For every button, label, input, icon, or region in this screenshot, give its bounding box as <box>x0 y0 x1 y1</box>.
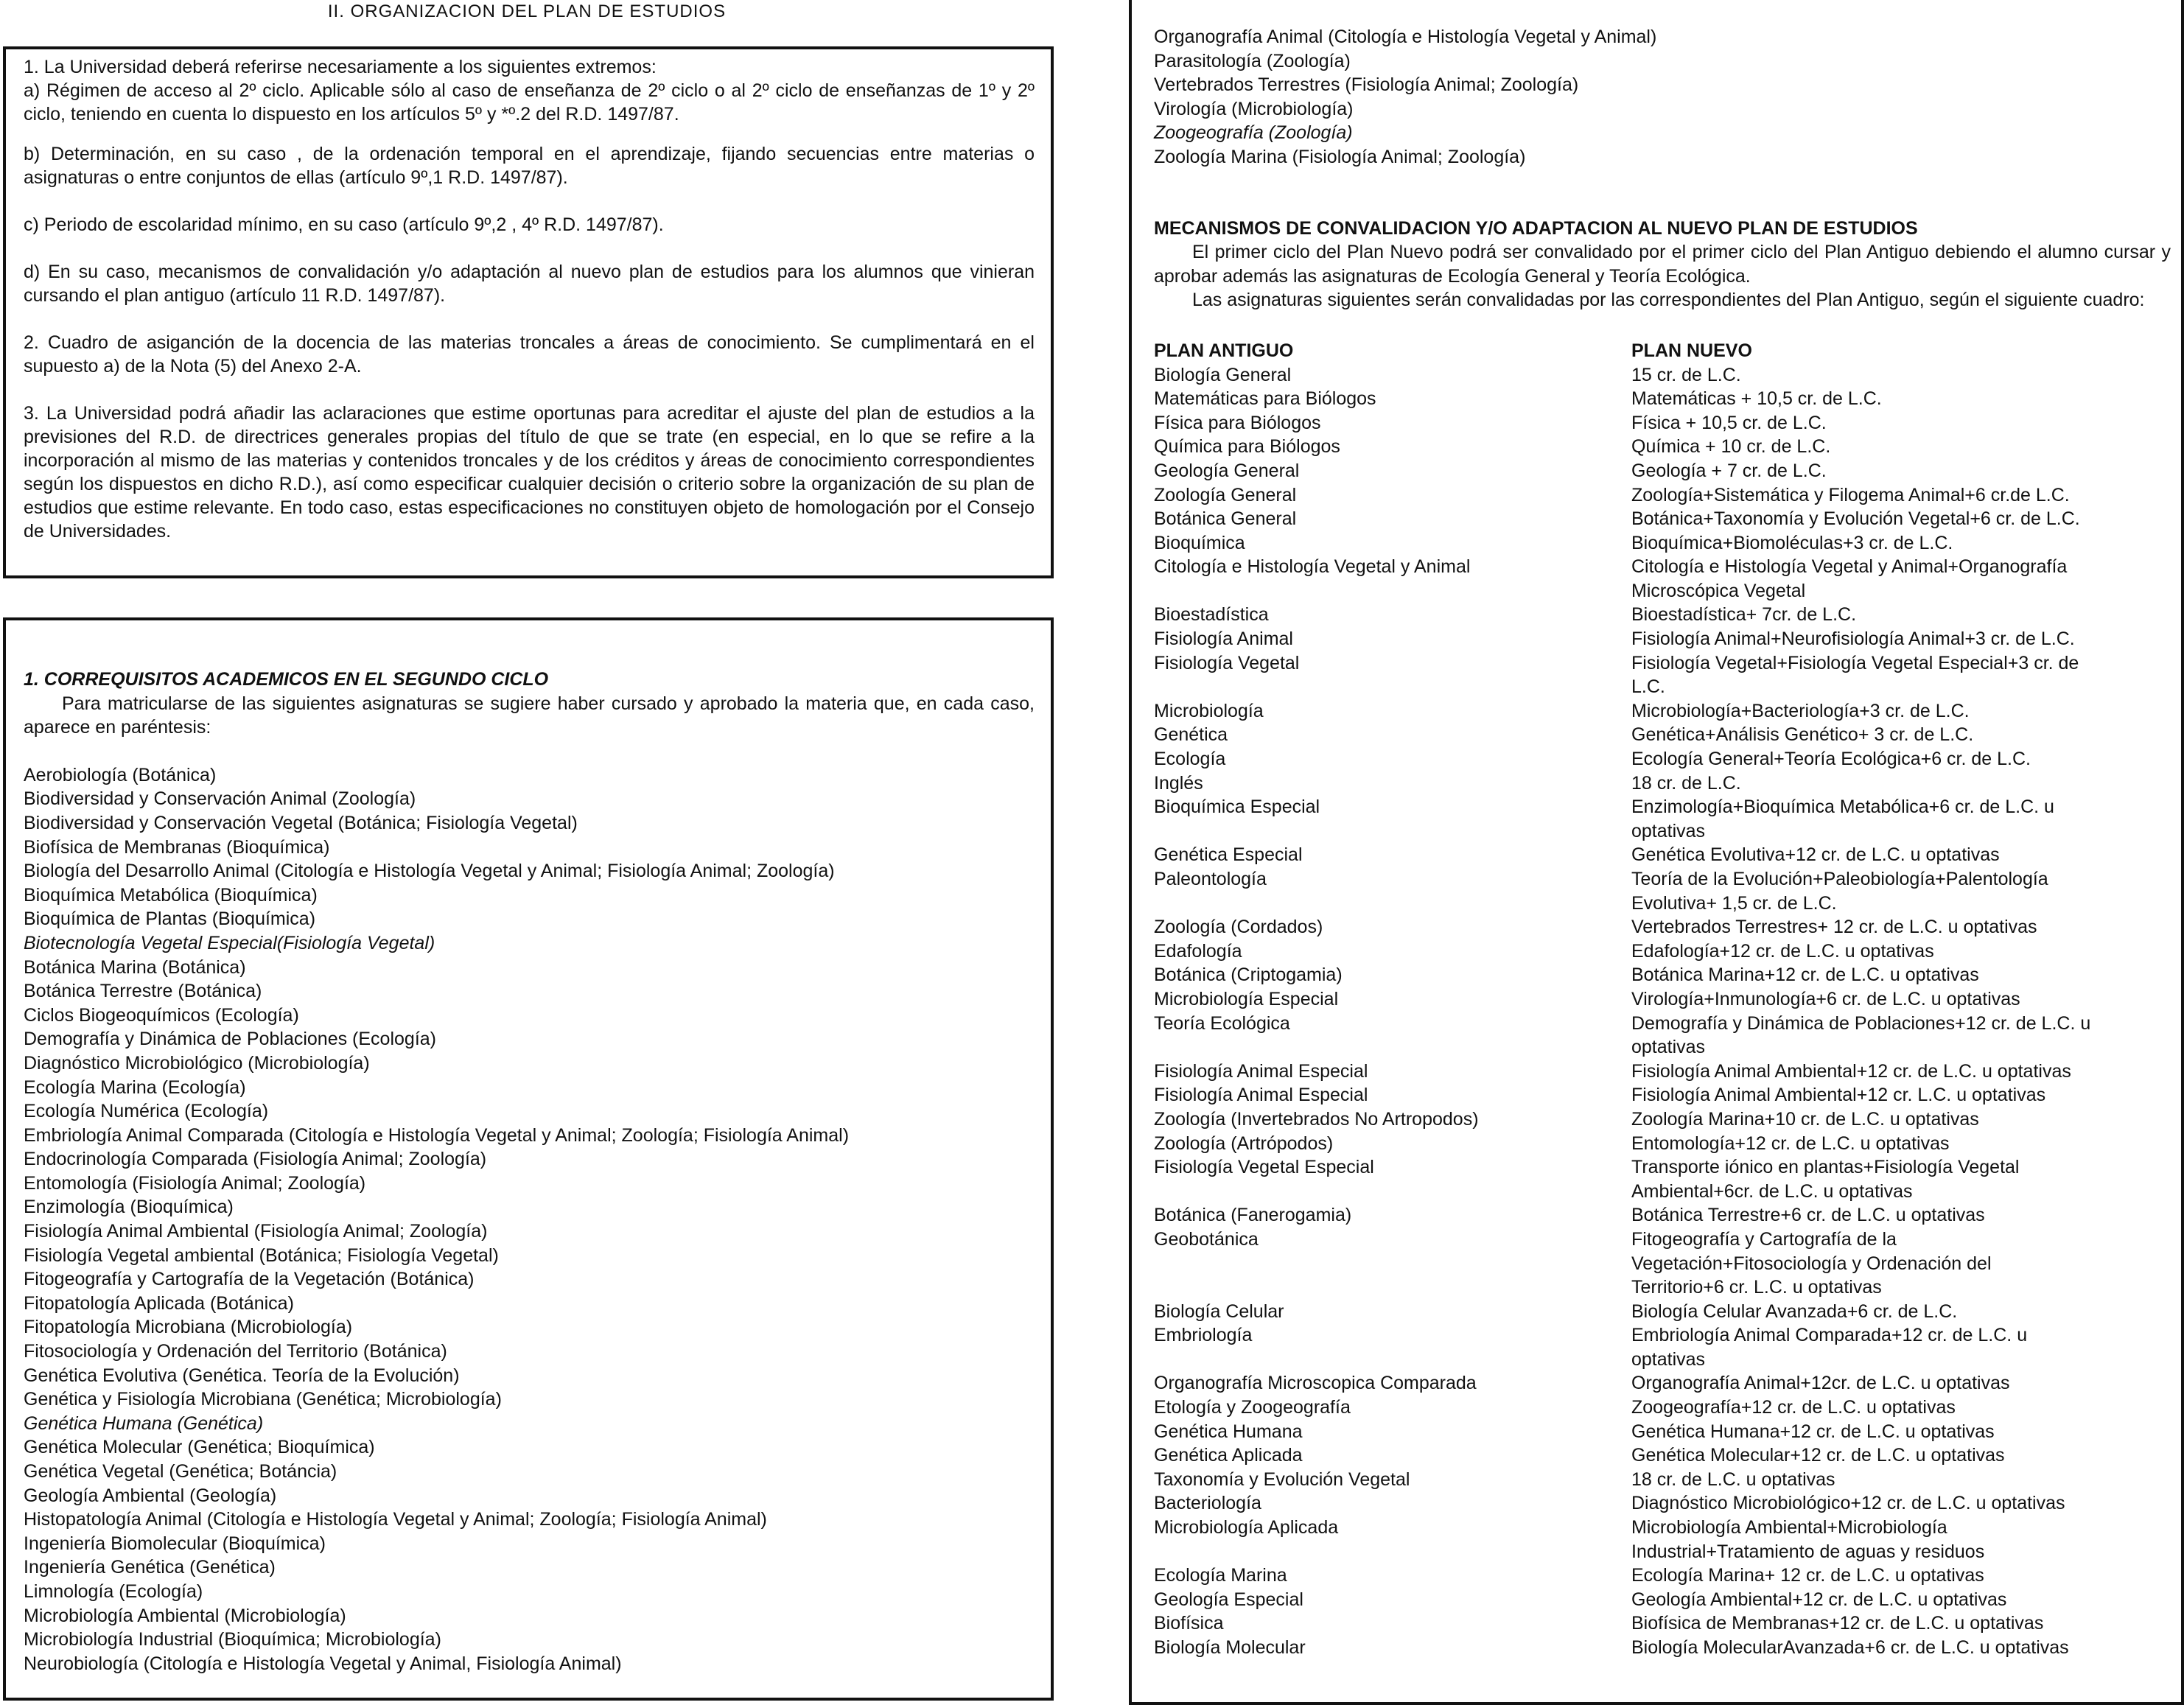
convalidation-table <box>1154 363 2171 1660</box>
plan-antiguo-cell: Botánica (Fanerogamia) <box>1154 1205 1352 1226</box>
plan-nuevo-cell: Virología+Inmunología+6 cr. de L.C. u optativas <box>1631 988 2020 1009</box>
plan-antiguo-cell: Etología y Zoogeografía <box>1154 1397 1351 1418</box>
table-row <box>1154 795 2171 843</box>
plan-nuevo-header: PLAN NUEVO <box>1631 340 1752 361</box>
plan-antiguo-cell: Fisiología Vegetal Especial <box>1154 1157 1374 1178</box>
plan-antiguo-cell: Bioquímica Especial <box>1154 797 1320 818</box>
plan-antiguo-cell: Taxonomía y Evolución Vegetal <box>1154 1468 1410 1490</box>
table-row <box>1154 1611 2171 1636</box>
plan-nuevo-cell: Zoología Marina+10 cr. de L.C. u optativas <box>1631 1108 1979 1130</box>
plan-nuevo-cell: Genética+Análisis Genético+ 3 cr. de L.C. <box>1631 724 1974 746</box>
plan-antiguo-cell: Física para Biólogos <box>1154 412 1321 433</box>
corequisite-item: Biología del Desarrollo Animal (Citología e Histología Vegetal y Animal; Fisiología Animal; Zoología) <box>24 861 835 882</box>
corequisite-item: Biodiversidad y Conservación Vegetal (Botánica; Fisiología Vegetal) <box>24 812 578 833</box>
mechanisms-paragraph-1: El primer ciclo del Plan Nuevo podrá ser convalidado por el primer ciclo del Plan Antiguo debiendo el alumno cursar y aprobar además las asignaturas de Ecología General y Teoría Ecológica. <box>1154 242 2171 287</box>
table-row <box>1154 1420 2171 1444</box>
corequisite-item: Genética y Fisiología Microbiana (Genética; Microbiología) <box>24 1389 502 1410</box>
corequisite-item: Diagnóstico Microbiológico (Microbiología) <box>24 1052 370 1074</box>
plan-antiguo-cell: Fisiología Animal <box>1154 629 1293 650</box>
table-row <box>1154 1516 2171 1564</box>
plan-nuevo-cell: Microbiología+Bacteriología+3 cr. de L.C. <box>1631 700 1970 721</box>
table-row <box>1154 1203 2171 1228</box>
corequisite-item: Aerobiología (Botánica) <box>24 764 217 785</box>
table-row <box>1154 1155 2171 1203</box>
corequisite-item: Fitopatología Microbiana (Microbiología) <box>24 1317 353 1338</box>
corequisite-item: Ingeniería Genética (Genética) <box>24 1557 276 1578</box>
plan-nuevo-cell: Fisiología Vegetal+Fisiología Vegetal Especial+3 cr. de L.C. <box>1631 652 2079 698</box>
corequisite-item: Fisiología Vegetal ambiental (Botánica; Fisiología Vegetal) <box>24 1244 499 1266</box>
corequisite-item: Endocrinología Comparada (Fisiología Animal; Zoología) <box>24 1149 487 1170</box>
table-row <box>1154 627 2171 651</box>
plan-nuevo-cell: Fisiología Animal Ambiental+12 cr. de L.C. u optativas <box>1631 1060 2071 1082</box>
org-paragraph-4: d) En su caso, mecanismos de convalidación y/o adaptación al nuevo plan de estudios para los alumnos que vinieran cursando el plan antiguo (artículo 11 R.D. 1497/87). <box>24 262 1035 306</box>
org-paragraph-2: b) Determinación, en su caso , de la ordenación temporal en el aprendizaje, fijando secuencias entre materias o asignaturas o entre conjuntos de ellas (artículo 9º,1 R.D. 1497/87). <box>24 144 1035 188</box>
plan-antiguo-cell: Microbiología Aplicada <box>1154 1517 1339 1538</box>
corequisites-list <box>24 763 1035 1676</box>
corequisite-item: Bioquímica de Plantas (Bioquímica) <box>24 908 316 930</box>
table-row <box>1154 363 2171 388</box>
plan-antiguo-cell: Geología Especial <box>1154 1589 1303 1610</box>
plan-antiguo-cell: Geobotánica <box>1154 1228 1259 1250</box>
plan-antiguo-cell: Microbiología <box>1154 700 1264 721</box>
corequisite-item: Biofísica de Membranas (Bioquímica) <box>24 836 330 858</box>
org-paragraph-6: 3. La Universidad podrá añadir las aclaraciones que estime oportunas para acreditar el ajuste del plan de estudios a la previsiones del R.D. de directrices generales propias del título de que se trate (en especial, en lo que se refire a la incorporación al mismo de las materias y contenidos troncales y de los créditos y áreas de conocimiento correspondientes según los dispuestos en dicho R.D.), así como especificar cualquier decisión o criterio sobre la organización de su plan de estudios que estime relevante. En todo caso, estas especificaciones no constituyen objeto de homologación por el Consejo de Universidades. <box>24 403 1035 542</box>
plan-nuevo-cell: Química + 10 cr. de L.C. <box>1631 436 1831 458</box>
table-row <box>1154 1468 2171 1492</box>
plan-antiguo-cell: Botánica (Criptogamia) <box>1154 964 1343 986</box>
plan-nuevo-cell: 15 cr. de L.C. <box>1631 364 1741 385</box>
table-row <box>1154 1636 2171 1660</box>
plan-nuevo-cell: Bioestadística+ 7cr. de L.C. <box>1631 604 1857 626</box>
table-row <box>1154 1060 2171 1084</box>
corequisites-continued-list <box>1154 25 2171 169</box>
corequisite-item: Botánica Marina (Botánica) <box>24 956 246 978</box>
plan-antiguo-cell: Edafología <box>1154 940 1242 962</box>
table-row <box>1154 1443 2171 1468</box>
table-row <box>1154 723 2171 747</box>
plan-nuevo-cell: Edafología+12 cr. de L.C. u optativas <box>1631 940 1934 962</box>
org-paragraph-3: c) Periodo de escolaridad mínimo, en su caso (artículo 9º,2 , 4º R.D. 1497/87). <box>24 214 664 235</box>
plan-antiguo-cell: Biología Molecular <box>1154 1637 1306 1658</box>
table-row <box>1154 1132 2171 1156</box>
corequisites-title: 1. CORREQUISITOS ACADEMICOS EN EL SEGUNDO CICLO <box>24 669 549 690</box>
corequisite-item: Ecología Numérica (Ecología) <box>24 1101 269 1122</box>
plan-nuevo-cell: Organografía Animal+12cr. de L.C. u optativas <box>1631 1373 2010 1394</box>
plan-nuevo-cell: Genética Molecular+12 cr. de L.C. u optativas <box>1631 1445 2005 1466</box>
plan-nuevo-cell: Transporte iónico en plantas+Fisiología Vegetal Ambiental+6cr. de L.C. u optativas <box>1631 1157 2020 1202</box>
table-row <box>1154 1228 2171 1300</box>
plan-nuevo-cell: Entomología+12 cr. de L.C. u optativas <box>1631 1132 1950 1154</box>
table-row <box>1154 1371 2171 1396</box>
table-row <box>1154 843 2171 867</box>
plan-antiguo-cell: Fisiología Animal Especial <box>1154 1085 1368 1106</box>
plan-antiguo-cell: Microbiología Especial <box>1154 988 1339 1009</box>
table-row <box>1154 1107 2171 1132</box>
plan-nuevo-cell: Botánica+Taxonomía y Evolución Vegetal+6 cr. de L.C. <box>1631 508 2080 530</box>
corequisite-item: Biodiversidad y Conservación Animal (Zoología) <box>24 788 416 810</box>
table-row <box>1154 939 2171 964</box>
corequisite-item: Entomología (Fisiología Animal; Zoología) <box>24 1172 366 1194</box>
corequisite-item: Vertebrados Terrestres (Fisiología Animal; Zoología) <box>1154 74 1579 96</box>
plan-nuevo-cell: Fisiología Animal+Neurofisiología Animal+3 cr. de L.C. <box>1631 629 2075 650</box>
plan-antiguo-cell: Bioquímica <box>1154 532 1245 553</box>
table-row <box>1154 459 2171 483</box>
table-row <box>1154 1491 2171 1516</box>
plan-antiguo-cell: Teoría Ecológica <box>1154 1012 1290 1034</box>
org-paragraph-5: 2. Cuadro de asiganción de la docencia de las materias troncales a áreas de conocimiento. Se cumplimentará en el supuesto a) de la Nota (5) del Anexo 2-A. <box>24 332 1035 377</box>
corequisite-item: Genética Vegetal (Genética; Botáncia) <box>24 1461 337 1482</box>
plan-antiguo-cell: Botánica General <box>1154 508 1297 530</box>
table-row <box>1154 507 2171 531</box>
corequisite-item: Virología (Microbiología) <box>1154 98 1354 119</box>
corequisite-item: Genética Evolutiva (Genética. Teoría de la Evolución) <box>24 1365 460 1386</box>
plan-antiguo-cell: Paleontología <box>1154 869 1267 889</box>
plan-nuevo-cell: Ecología Marina+ 12 cr. de L.C. u optativas <box>1631 1565 1984 1586</box>
table-row <box>1154 531 2171 556</box>
plan-antiguo-cell: Zoología (Cordados) <box>1154 917 1323 938</box>
table-row <box>1154 915 2171 939</box>
plan-nuevo-cell: Genética Evolutiva+12 cr. de L.C. u optativas <box>1631 844 2000 866</box>
corequisite-item: Fitopatología Aplicada (Botánica) <box>24 1292 294 1314</box>
plan-nuevo-cell: Bioquímica+Biomoléculas+3 cr. de L.C. <box>1631 532 1953 553</box>
plan-antiguo-cell: Embriología <box>1154 1325 1253 1346</box>
corequisite-item: Microbiología Ambiental (Microbiología) <box>24 1605 346 1626</box>
table-row <box>1154 1083 2171 1107</box>
plan-antiguo-cell: Zoología (Invertebrados No Artropodos) <box>1154 1108 1479 1130</box>
corequisites-box <box>3 617 1054 1701</box>
plan-antiguo-header: PLAN ANTIGUO <box>1154 340 1294 361</box>
table-row <box>1154 651 2171 699</box>
corequisite-item: Organografía Animal (Citología e Histología Vegetal y Animal) <box>1154 27 1657 47</box>
org-paragraph-1: 1. La Universidad deberá referirse necesariamente a los siguientes extremos: a) Régimen de acceso al 2º ciclo. Aplicable sólo al caso de enseñanza de 2º ciclo o al 2º ciclo de enseñanzas de 1º y 2º ciclo, teniendo en cuenta lo dispuesto en los artículos 5º y *º.2 del R.D. 1497/87. <box>24 57 1035 125</box>
plan-antiguo-cell: Fisiología Animal Especial <box>1154 1060 1368 1082</box>
plan-antiguo-cell: Biología General <box>1154 364 1292 385</box>
corequisite-item: Demografía y Dinámica de Poblaciones (Ecología) <box>24 1029 436 1050</box>
plan-nuevo-cell: Diagnóstico Microbiológico+12 cr. de L.C. u optativas <box>1631 1493 2065 1514</box>
plan-antiguo-cell: Fisiología Vegetal <box>1154 652 1300 673</box>
corequisite-item: Bioquímica Metabólica (Bioquímica) <box>24 884 318 906</box>
corequisite-item: Biotecnología Vegetal Especial(Fisiología Vegetal) <box>24 932 435 953</box>
plan-antiguo-cell: Bacteriología <box>1154 1493 1261 1514</box>
plan-antiguo-cell: Zoología (Artrópodos) <box>1154 1132 1334 1154</box>
corequisite-item: Microbiología Industrial (Bioquímica; Microbiología) <box>24 1629 441 1650</box>
table-row <box>1154 483 2171 508</box>
table-row <box>1154 1396 2171 1420</box>
plan-antiguo-cell: Matemáticas para Biólogos <box>1154 388 1376 410</box>
table-row <box>1154 1012 2171 1060</box>
corequisite-item: Limnología (Ecología) <box>24 1580 203 1602</box>
plan-nuevo-cell: Microbiología Ambiental+Microbiología Industrial+Tratamiento de aguas y residuos <box>1631 1517 1985 1562</box>
plan-antiguo-cell: Zoología General <box>1154 484 1297 505</box>
corequisite-item: Histopatología Animal (Citología e Histología Vegetal y Animal; Zoología; Fisiología Animal) <box>24 1509 767 1530</box>
plan-nuevo-cell: Geología Ambiental+12 cr. de L.C. u optativas <box>1631 1589 2007 1610</box>
corequisite-item: Zoogeografía (Zoología) <box>1154 122 1353 144</box>
corequisite-item: Enzimología (Bioquímica) <box>24 1197 234 1218</box>
corequisite-item: Ciclos Biogeoquímicos (Ecología) <box>24 1004 299 1026</box>
table-row <box>1154 603 2171 627</box>
plan-nuevo-cell: Biofísica de Membranas+12 cr. de L.C. u optativas <box>1631 1613 2044 1634</box>
plan-antiguo-cell: Genética Especial <box>1154 844 1303 866</box>
corequisite-item: Fisiología Animal Ambiental (Fisiología Animal; Zoología) <box>24 1221 488 1242</box>
plan-nuevo-cell: 18 cr. de L.C. <box>1631 772 1741 794</box>
plan-nuevo-cell: Botánica Terrestre+6 cr. de L.C. u optativas <box>1631 1205 1985 1226</box>
plan-antiguo-cell: Bioestadística <box>1154 604 1269 626</box>
plan-nuevo-cell: Biología MolecularAvanzada+6 cr. de L.C. u optativas <box>1631 1637 2069 1658</box>
table-row <box>1154 1323 2171 1371</box>
plan-nuevo-cell: Geología + 7 cr. de L.C. <box>1631 460 1827 481</box>
plan-nuevo-cell: Zoogeografía+12 cr. de L.C. u optativas <box>1631 1397 1956 1418</box>
corequisite-item: Geología Ambiental (Geología) <box>24 1485 277 1506</box>
mechanisms-paragraph-2: Las asignaturas siguientes serán convalidadas por las correspondientes del Plan Antiguo, según el siguiente cuadro: <box>1192 290 2145 311</box>
plan-nuevo-cell: Citología e Histología Vegetal y Animal+Organografía Microscópica Vegetal <box>1631 556 2068 601</box>
plan-antiguo-cell: Inglés <box>1154 772 1203 794</box>
plan-nuevo-cell: Zoología+Sistemática y Filogema Animal+6 cr.de L.C. <box>1631 484 2070 505</box>
plan-antiguo-cell: Genética <box>1154 724 1228 746</box>
plan-nuevo-cell: Ecología General+Teoría Ecológica+6 cr. de L.C. <box>1631 749 2031 770</box>
table-row <box>1154 555 2171 603</box>
plan-nuevo-cell: Matemáticas + 10,5 cr. de L.C. <box>1631 388 1882 410</box>
corequisite-item: Fitosociología y Ordenación del Territorio (Botánica) <box>24 1341 447 1362</box>
table-row <box>1154 867 2171 915</box>
plan-antiguo-cell: Química para Biólogos <box>1154 436 1340 458</box>
table-row <box>1154 411 2171 435</box>
plan-nuevo-cell: Fisiología Animal Ambiental+12 cr. L.C. u optativas <box>1631 1085 2046 1106</box>
table-row <box>1154 1588 2171 1612</box>
table-row <box>1154 1564 2171 1588</box>
plan-nuevo-cell: Teoría de la Evolución+Paleobiología+Palentología Evolutiva+ 1,5 cr. de L.C. <box>1631 869 2048 914</box>
plan-antiguo-cell: Biofísica <box>1154 1613 1224 1634</box>
corequisite-item: Genética Humana (Genética) <box>24 1412 264 1434</box>
plan-nuevo-cell: Demografía y Dinámica de Poblaciones+12 cr. de L.C. u optativas <box>1631 1012 2091 1058</box>
table-row <box>1154 1300 2171 1324</box>
corequisite-item: Ingeniería Biomolecular (Bioquímica) <box>24 1533 326 1554</box>
plan-nuevo-cell: Embriología Animal Comparada+12 cr. de L.C. u optativas <box>1631 1325 2028 1370</box>
corequisite-item: Zoología Marina (Fisiología Animal; Zoología) <box>1154 146 1526 167</box>
table-row <box>1154 771 2171 796</box>
plan-nuevo-cell: Botánica Marina+12 cr. de L.C. u optativas <box>1631 964 1979 986</box>
plan-nuevo-cell: Genética Humana+12 cr. de L.C. u optativas <box>1631 1421 1995 1442</box>
table-row <box>1154 435 2171 459</box>
table-row <box>1154 747 2171 771</box>
plan-nuevo-cell: Biología Celular Avanzada+6 cr. de L.C. <box>1631 1300 1958 1322</box>
plan-nuevo-cell: Enzimología+Bioquímica Metabólica+6 cr. de L.C. u optativas <box>1631 797 2054 841</box>
plan-antiguo-cell: Ecología Marina <box>1154 1565 1287 1586</box>
table-row <box>1154 387 2171 411</box>
plan-antiguo-cell: Citología e Histología Vegetal y Animal <box>1154 556 1471 578</box>
plan-nuevo-cell: Física + 10,5 cr. de L.C. <box>1631 412 1827 433</box>
plan-antiguo-cell: Biología Celular <box>1154 1300 1284 1322</box>
mechanisms-title: MECANISMOS DE CONVALIDACION Y/O ADAPTACION AL NUEVO PLAN DE ESTUDIOS <box>1154 217 1918 239</box>
table-row <box>1154 699 2171 724</box>
corequisite-item: Neurobiología (Citología e Histología Vegetal y Animal, Fisiología Animal) <box>24 1653 622 1674</box>
corequisites-intro: Para matricularse de las siguientes asignaturas se sugiere haber cursado y aprobado la materia que, en cada caso, aparece en paréntesis: <box>24 693 1035 738</box>
plan-nuevo-cell: 18 cr. de L.C. u optativas <box>1631 1468 1835 1490</box>
table-row <box>1154 987 2171 1012</box>
plan-antiguo-cell: Ecología <box>1154 749 1226 770</box>
plan-antiguo-cell: Organografía Microscopica Comparada <box>1154 1373 1477 1394</box>
organization-box <box>3 46 1054 578</box>
corequisite-item: Ecología Marina (Ecología) <box>24 1076 246 1098</box>
plan-nuevo-cell: Vertebrados Terrestres+ 12 cr. de L.C. u optativas <box>1631 917 2037 938</box>
plan-antiguo-cell: Genética Aplicada <box>1154 1445 1303 1466</box>
right-column-box <box>1129 0 2184 1705</box>
table-header <box>1154 339 2171 363</box>
corequisite-item: Fitogeografía y Cartografía de la Vegetación (Botánica) <box>24 1269 475 1290</box>
corequisite-item: Genética Molecular (Genética; Bioquímica) <box>24 1437 375 1458</box>
corequisite-item: Embriología Animal Comparada (Citología e Histología Vegetal y Animal; Zoología; Fisiología Animal) <box>24 1124 850 1146</box>
corequisite-item: Parasitología (Zoología) <box>1154 50 1351 71</box>
plan-nuevo-cell: Fitogeografía y Cartografía de la Vegetación+Fitosociología y Ordenación del Territorio+6 cr. L.C. u optativas <box>1631 1228 1992 1298</box>
corequisite-item: Botánica Terrestre (Botánica) <box>24 981 262 1002</box>
page-heading: II. ORGANIZACION DEL PLAN DE ESTUDIOS <box>327 1 727 21</box>
table-row <box>1154 963 2171 987</box>
plan-antiguo-cell: Geología General <box>1154 460 1300 481</box>
plan-antiguo-cell: Genética Humana <box>1154 1421 1303 1442</box>
